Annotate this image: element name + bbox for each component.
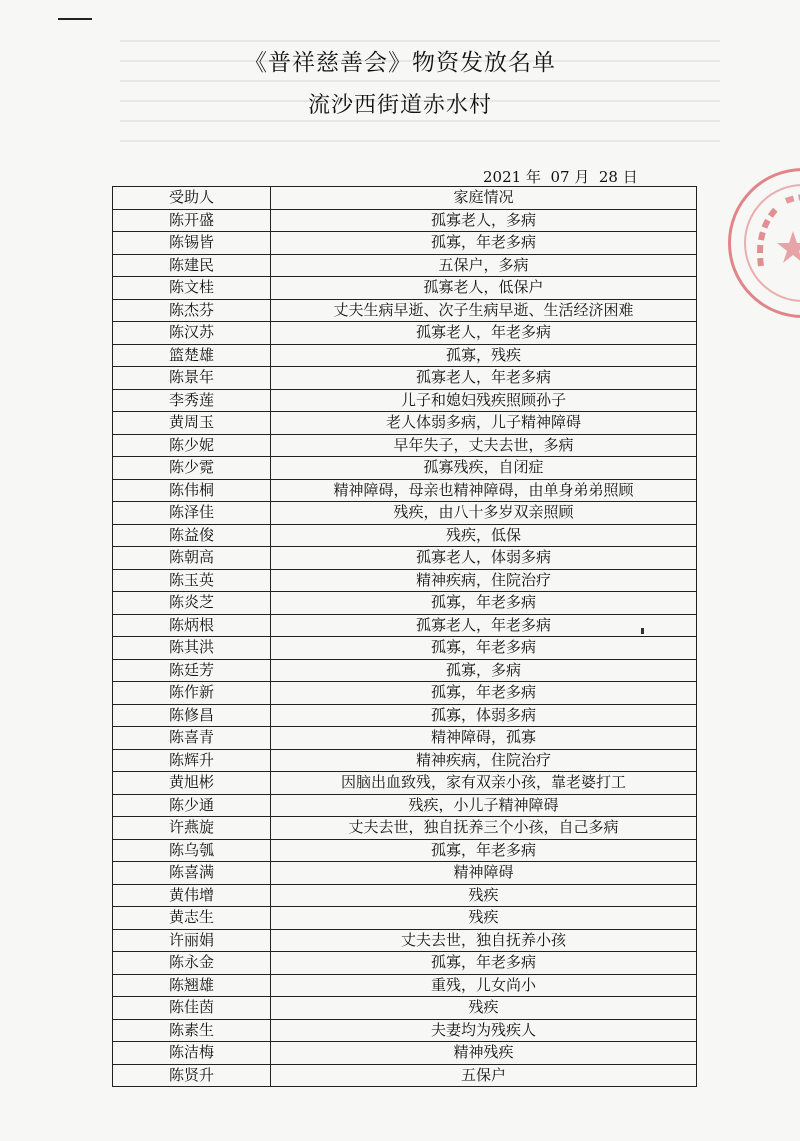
family-situation: 孤寡，年老多病	[271, 952, 697, 975]
family-situation: 精神障碍，孤寡	[271, 727, 697, 750]
table-row	[113, 412, 697, 435]
table-row	[113, 569, 697, 592]
recipient-name: 许丽娟	[113, 929, 271, 952]
family-situation: 孤寡，年老多病	[271, 682, 697, 705]
family-situation: 精神障碍，母亲也精神障碍，由单身弟弟照顾	[271, 479, 697, 502]
recipient-name: 篮楚雄	[113, 344, 271, 367]
family-situation: 孤寡，年老多病	[271, 592, 697, 615]
table-body	[113, 209, 697, 1087]
recipient-name: 陈永金	[113, 952, 271, 975]
table-row	[113, 1064, 697, 1087]
red-seal-stamp	[728, 168, 800, 318]
recipient-name: 黄周玉	[113, 412, 271, 435]
table-row	[113, 817, 697, 840]
family-situation: 孤寡老人，年老多病	[271, 322, 697, 345]
recipient-name: 陈作新	[113, 682, 271, 705]
family-situation: 孤寡，多病	[271, 659, 697, 682]
family-situation: 精神残疾	[271, 1042, 697, 1065]
recipient-table	[112, 186, 697, 1087]
table-row	[113, 884, 697, 907]
table-row	[113, 997, 697, 1020]
header-recipient: 受助人	[113, 187, 271, 210]
family-situation: 残疾，小儿子精神障碍	[271, 794, 697, 817]
family-situation: 孤寡，年老多病	[271, 232, 697, 255]
family-situation: 孤寡老人，年老多病	[271, 614, 697, 637]
family-situation: 孤寡老人，多病	[271, 209, 697, 232]
recipient-name: 陈喜青	[113, 727, 271, 750]
recipient-name: 陈汉苏	[113, 322, 271, 345]
family-situation: 精神疾病，住院治疗	[271, 569, 697, 592]
family-situation: 孤寡，年老多病	[271, 839, 697, 862]
table-row	[113, 232, 697, 255]
table-header-row	[113, 187, 697, 210]
table-row	[113, 974, 697, 997]
family-situation: 丈夫去世，独自抚养三个小孩，自己多病	[271, 817, 697, 840]
family-situation: 老人体弱多病，儿子精神障碍	[271, 412, 697, 435]
family-situation: 孤寡，年老多病	[271, 637, 697, 660]
recipient-name: 陈景年	[113, 367, 271, 390]
table-row	[113, 727, 697, 750]
table-row	[113, 749, 697, 772]
family-situation: 孤寡老人，低保户	[271, 277, 697, 300]
recipient-name: 陈锡皆	[113, 232, 271, 255]
document-title: 《普祥慈善会》物资发放名单	[244, 50, 556, 76]
table-row	[113, 637, 697, 660]
table-row	[113, 367, 697, 390]
table-row	[113, 1019, 697, 1042]
family-situation: 残疾，低保	[271, 524, 697, 547]
recipient-name: 陈少通	[113, 794, 271, 817]
header-family-situation: 家庭情况	[271, 187, 697, 210]
recipient-name: 陈建民	[113, 254, 271, 277]
table-row	[113, 502, 697, 525]
family-situation: 夫妻均为残疾人	[271, 1019, 697, 1042]
table-row	[113, 322, 697, 345]
family-situation: 五保户，多病	[271, 254, 697, 277]
family-situation: 残疾	[271, 884, 697, 907]
table-row	[113, 772, 697, 795]
table-row	[113, 704, 697, 727]
recipient-name: 陈朝高	[113, 547, 271, 570]
recipient-name: 陈其洪	[113, 637, 271, 660]
family-situation: 早年失子，丈夫去世，多病	[271, 434, 697, 457]
family-situation: 残疾	[271, 997, 697, 1020]
recipient-name: 李秀莲	[113, 389, 271, 412]
table-row	[113, 457, 697, 480]
recipient-name: 陈少妮	[113, 434, 271, 457]
table-row	[113, 862, 697, 885]
recipient-name: 陈素生	[113, 1019, 271, 1042]
recipient-name: 陈炎芝	[113, 592, 271, 615]
recipient-name: 陈贤升	[113, 1064, 271, 1087]
table-row	[113, 209, 697, 232]
family-situation: 孤寡，残疾	[271, 344, 697, 367]
table-row	[113, 389, 697, 412]
recipient-name: 陈洁梅	[113, 1042, 271, 1065]
table-row	[113, 794, 697, 817]
recipient-name: 黄旭彬	[113, 772, 271, 795]
document-date: 2021 年 07 月 28 日	[483, 168, 638, 186]
table-row	[113, 434, 697, 457]
family-situation: 残疾，由八十多岁双亲照顾	[271, 502, 697, 525]
recipient-name: 陈益俊	[113, 524, 271, 547]
recipient-name: 陈廷芳	[113, 659, 271, 682]
recipient-name: 陈佳茵	[113, 997, 271, 1020]
scan-corner-mark	[58, 18, 92, 20]
family-situation: 孤寡，体弱多病	[271, 704, 697, 727]
family-situation: 丈夫去世，独自抚养小孩	[271, 929, 697, 952]
recipient-name: 黄伟增	[113, 884, 271, 907]
document-subtitle: 流沙西街道赤水村	[307, 93, 492, 118]
family-situation: 精神障碍	[271, 862, 697, 885]
table-row	[113, 952, 697, 975]
table-row	[113, 479, 697, 502]
recipient-name: 陈炳根	[113, 614, 271, 637]
family-situation: 孤寡老人，体弱多病	[271, 547, 697, 570]
family-situation: 重残，儿女尚小	[271, 974, 697, 997]
recipient-name: 陈玉英	[113, 569, 271, 592]
recipient-name: 陈文桂	[113, 277, 271, 300]
family-situation: 因脑出血致残，家有双亲小孩，靠老婆打工	[271, 772, 697, 795]
recipient-name: 陈泽佳	[113, 502, 271, 525]
family-situation: 儿子和媳妇残疾照顾孙子	[271, 389, 697, 412]
table-row	[113, 277, 697, 300]
seal-icon	[731, 171, 800, 321]
family-situation: 精神疾病，住院治疗	[271, 749, 697, 772]
table-row	[113, 1042, 697, 1065]
table-row	[113, 547, 697, 570]
recipient-name: 陈喜满	[113, 862, 271, 885]
recipient-name: 黄志生	[113, 907, 271, 930]
recipient-name: 陈修昌	[113, 704, 271, 727]
recipient-name: 陈辉升	[113, 749, 271, 772]
table-row	[113, 344, 697, 367]
recipient-name: 陈杰芬	[113, 299, 271, 322]
table-row	[113, 614, 697, 637]
table-row	[113, 254, 697, 277]
family-situation: 残疾	[271, 907, 697, 930]
recipient-name: 陈少霓	[113, 457, 271, 480]
table-row	[113, 659, 697, 682]
table-row	[113, 907, 697, 930]
recipient-name: 陈开盛	[113, 209, 271, 232]
family-situation: 丈夫生病早逝、次子生病早逝、生活经济困难	[271, 299, 697, 322]
table-row	[113, 682, 697, 705]
scan-speck	[641, 628, 644, 634]
table-row	[113, 592, 697, 615]
recipient-name: 陈翘雄	[113, 974, 271, 997]
family-situation: 孤寡残疾，自闭症	[271, 457, 697, 480]
table-row	[113, 839, 697, 862]
table-row	[113, 299, 697, 322]
table-row	[113, 929, 697, 952]
recipient-name: 陈乌瓠	[113, 839, 271, 862]
table-row	[113, 524, 697, 547]
family-situation: 孤寡老人，年老多病	[271, 367, 697, 390]
recipient-name: 陈伟桐	[113, 479, 271, 502]
recipient-name: 许燕旋	[113, 817, 271, 840]
family-situation: 五保户	[271, 1064, 697, 1087]
